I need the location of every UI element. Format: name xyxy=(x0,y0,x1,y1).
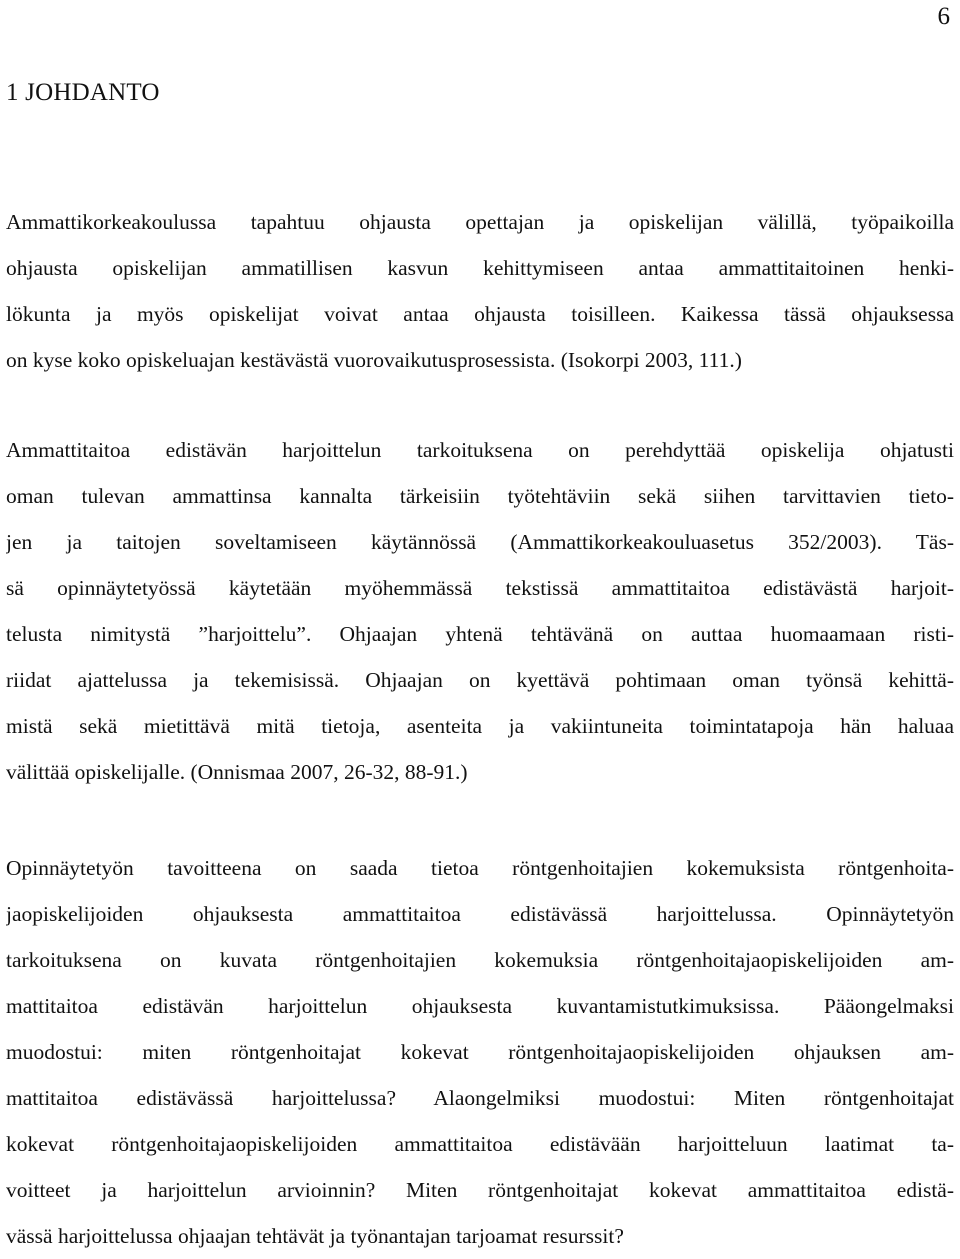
paragraph-line: Ammattitaitoa edistävän harjoittelun tarkoituksena on perehdyttää opiskelija ohjatusti xyxy=(6,438,954,462)
paragraph-line: Ammattikorkeakoulussa tapahtuu ohjausta opettajan ja opiskelijan välillä, työpaikoilla xyxy=(6,210,954,234)
paragraph-line: telusta nimitystä ”harjoittelu”. Ohjaajan yhtenä tehtävänä on auttaa huomaamaan risti- xyxy=(6,622,954,646)
paragraph-line: muodostui: miten röntgenhoitajat kokevat röntgenhoitajaopiskelijoiden ohjauksen am- xyxy=(6,1040,954,1064)
paragraph-practice-training xyxy=(6,427,954,795)
paragraph-line: sä opinnäytetyössä käytetään myöhemmässä tekstissä ammattitaitoa edistävästä harjoit- xyxy=(6,576,954,600)
paragraph-introduction xyxy=(6,199,954,383)
paragraph-line: oman tulevan ammattinsa kannalta tärkeisiin työtehtäviin sekä siihen tarvittavien tieto- xyxy=(6,484,954,508)
paragraph-line: ohjausta opiskelijan ammatillisen kasvun kehittymiseen antaa ammattitaitoinen henki- xyxy=(6,256,954,280)
paragraph-thesis-aims xyxy=(6,845,954,1259)
paragraph-line: on kyse koko opiskeluajan kestävästä vuorovaikutusprosessista. (Isokorpi 2003, 111.) xyxy=(6,348,742,372)
paragraph-line: vässä harjoittelussa ohjaajan tehtävät ja työnantajan tarjoamat resurssit? xyxy=(6,1224,624,1248)
paragraph-line: kokevat röntgenhoitajaopiskelijoiden ammattitaitoa edistävään harjoitteluun laatimat ta- xyxy=(6,1132,954,1156)
paragraph-line: lökunta ja myös opiskelijat voivat antaa ohjausta toisilleen. Kaikessa tässä ohjauksessa xyxy=(6,302,954,326)
page-number: 6 xyxy=(937,3,950,30)
paragraph-line: välittää opiskelijalle. (Onnismaa 2007, 26-32, 88-91.) xyxy=(6,760,468,784)
paragraph-line: riidat ajattelussa ja tekemisissä. Ohjaajan on kyettävä pohtimaan oman työnsä kehittä- xyxy=(6,668,954,692)
paragraph-line: mattitaitoa edistävän harjoittelun ohjauksesta kuvantamistutkimuksissa. Pääongelmaksi xyxy=(6,994,954,1018)
paragraph-line: jen ja taitojen soveltamiseen käytännössä (Ammattikorkeakouluasetus 352/2003). Täs- xyxy=(6,530,954,554)
paragraph-line: tarkoituksena on kuvata röntgenhoitajien kokemuksia röntgenhoitajaopiskelijoiden am- xyxy=(6,948,954,972)
section-heading: 1 JOHDANTO xyxy=(6,79,160,106)
paragraph-line: voitteet ja harjoittelun arvioinnin? Miten röntgenhoitajat kokevat ammattitaitoa edistä- xyxy=(6,1178,954,1202)
paragraph-line: Opinnäytetyön tavoitteena on saada tietoa röntgenhoitajien kokemuksista röntgenhoita- xyxy=(6,856,954,880)
paragraph-line: jaopiskelijoiden ohjauksesta ammattitaitoa edistävässä harjoittelussa. Opinnäytetyön xyxy=(6,902,954,926)
paragraph-line: mattitaitoa edistävässä harjoittelussa? Alaongelmiksi muodostui: Miten röntgenhoitajat xyxy=(6,1086,954,1110)
paragraph-line: mistä sekä mietittävä mitä tietoja, asenteita ja vakiintuneita toimintatapoja hän haluaa xyxy=(6,714,954,738)
